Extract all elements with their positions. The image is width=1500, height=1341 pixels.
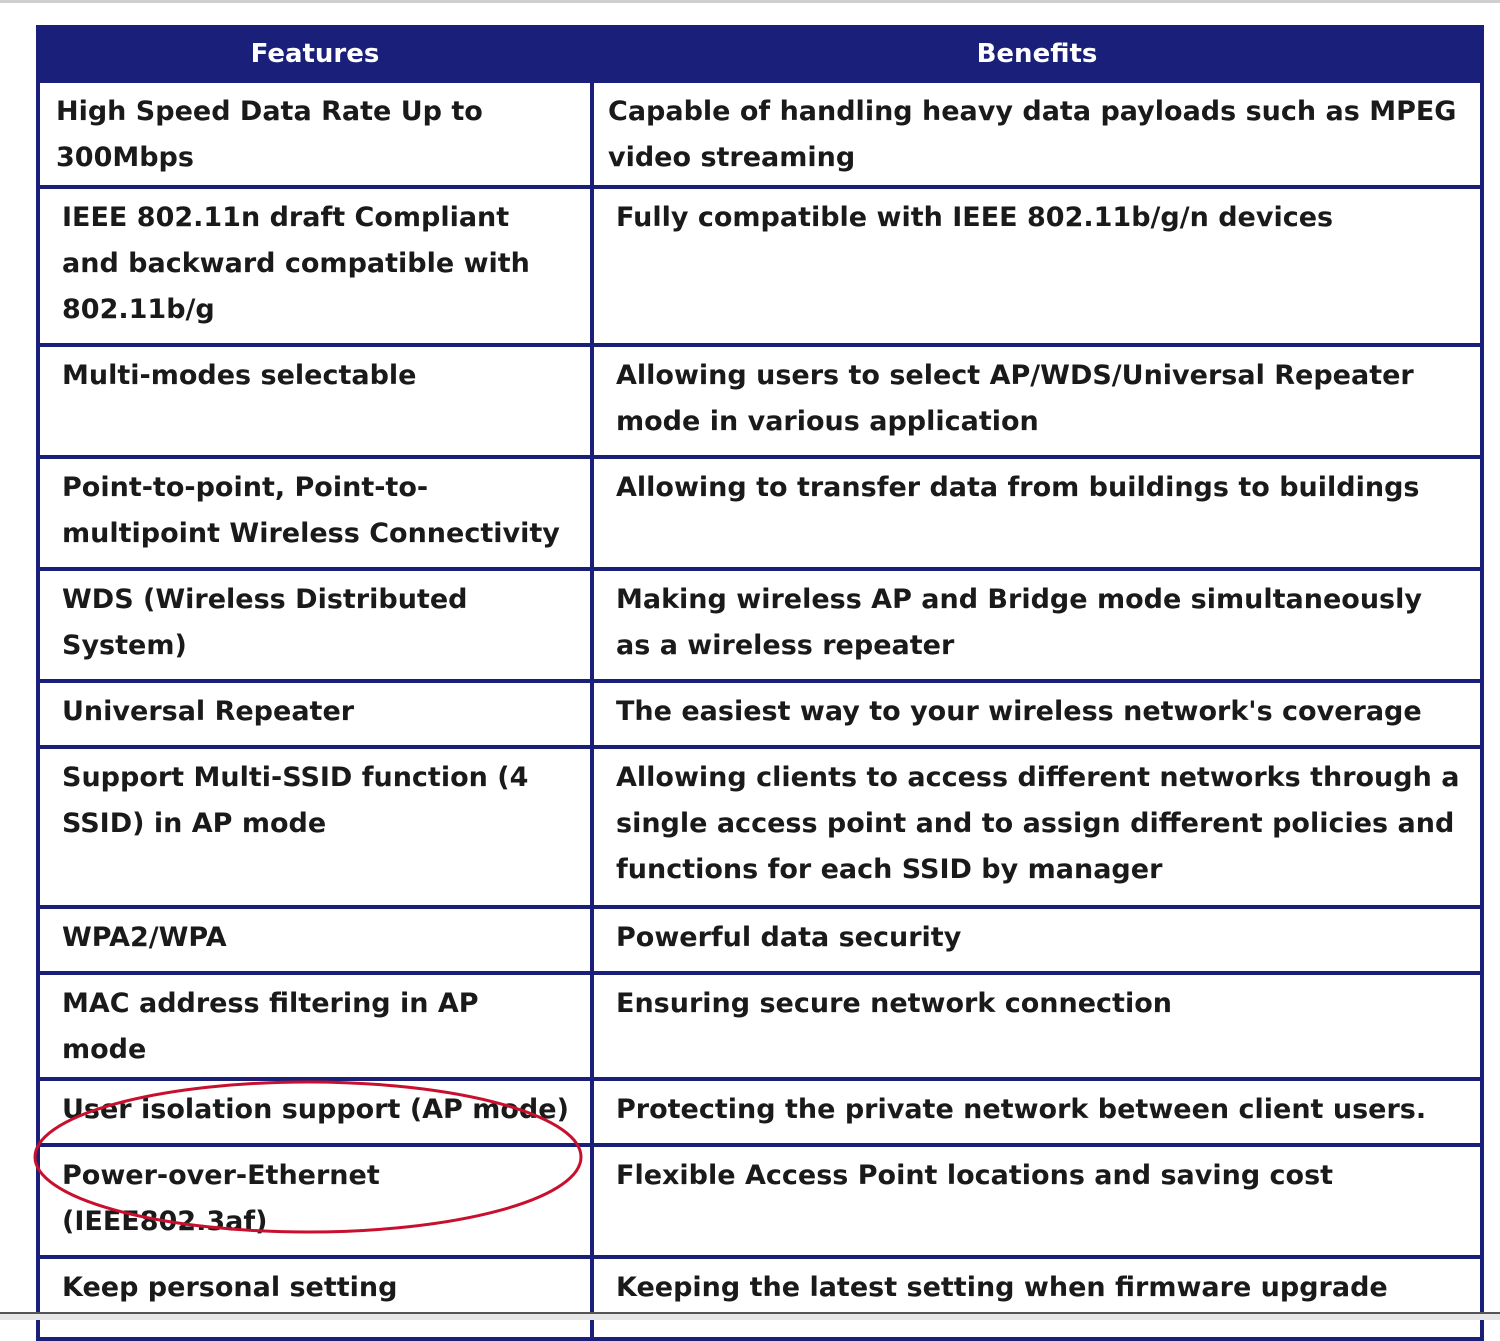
table-row (38, 569, 1482, 681)
feature-cell: Point-to-point, Point-to-multipoint Wireless Connectivity (38, 457, 592, 569)
table-row (38, 907, 1482, 973)
header-features: Features (38, 27, 592, 81)
benefit-cell: Making wireless AP and Bridge mode simultaneously as a wireless repeater (592, 569, 1482, 681)
table-row (38, 81, 1482, 187)
benefit-cell: Fully compatible with IEEE 802.11b/g/n devices (592, 187, 1482, 345)
table-row (38, 681, 1482, 747)
benefit-cell: Capable of handling heavy data payloads such as MPEG video streaming (592, 81, 1482, 187)
feature-cell: User isolation support (AP mode) (38, 1079, 592, 1145)
top-border (0, 0, 1500, 3)
table-row (38, 1257, 1482, 1339)
benefit-cell: Protecting the private network between client users. (592, 1079, 1482, 1145)
feature-cell: IEEE 802.11n draft Compliant and backward compatible with 802.11b/g (38, 187, 592, 345)
benefit-cell: Powerful data security (592, 907, 1482, 973)
feature-cell: High Speed Data Rate Up to 300Mbps (38, 81, 592, 187)
table-row (38, 187, 1482, 345)
feature-cell: Support Multi-SSID function (4 SSID) in AP mode (38, 747, 592, 907)
table-row (38, 345, 1482, 457)
table-row (38, 1145, 1482, 1257)
feature-cell: Universal Repeater (38, 681, 592, 747)
bottom-border (0, 1312, 1500, 1320)
table-row (38, 1079, 1482, 1145)
feature-cell: MAC address filtering in AP mode (38, 973, 592, 1079)
benefit-cell: Allowing users to select AP/WDS/Universal Repeater mode in various application (592, 345, 1482, 457)
feature-cell: WDS (Wireless Distributed System) (38, 569, 592, 681)
benefit-cell: The easiest way to your wireless network's coverage (592, 681, 1482, 747)
benefit-cell: Allowing clients to access different networks through a single access point and to assign different policies and functions for each SSID by manager (592, 747, 1482, 907)
table-row (38, 973, 1482, 1079)
feature-cell: Keep personal setting (38, 1257, 592, 1339)
feature-cell: WPA2/WPA (38, 907, 592, 973)
feature-cell: Multi-modes selectable (38, 345, 592, 457)
benefit-cell: Keeping the latest setting when firmware upgrade (592, 1257, 1482, 1339)
table-row (38, 747, 1482, 907)
header-row (38, 27, 1482, 81)
benefit-cell: Ensuring secure network connection (592, 973, 1482, 1079)
features-benefits-table (36, 25, 1484, 1341)
benefit-cell: Flexible Access Point locations and saving cost (592, 1145, 1482, 1257)
table-row (38, 457, 1482, 569)
feature-cell: Power-over-Ethernet (IEEE802.3af) (38, 1145, 592, 1257)
header-benefits: Benefits (592, 27, 1482, 81)
benefit-cell: Allowing to transfer data from buildings to buildings (592, 457, 1482, 569)
